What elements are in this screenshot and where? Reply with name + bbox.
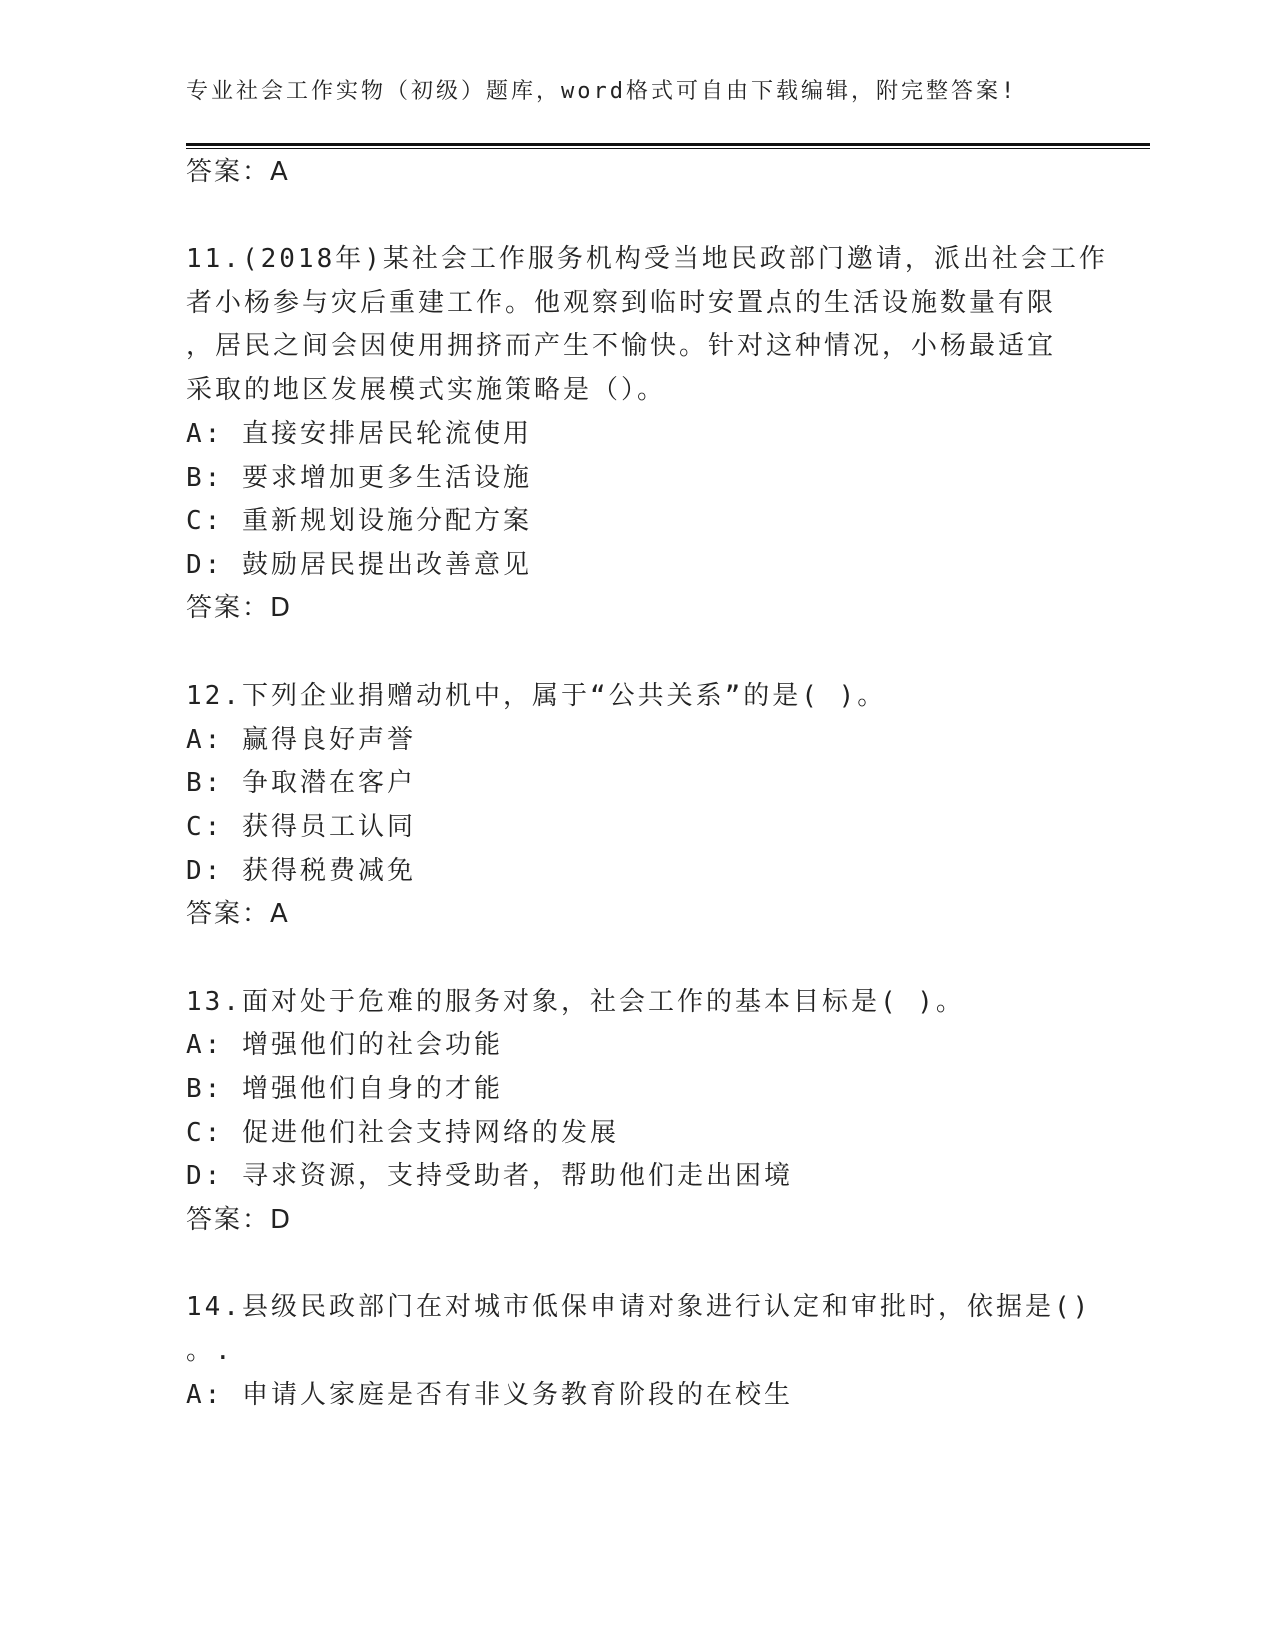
question-text: ，居民之间会因使用拥挤而产生不愉快。针对这种情况，小杨最适宜 [186, 331, 1057, 361]
question-text: 。. [186, 1336, 234, 1366]
option-c: C: 重新规划设施分配方案 [186, 506, 532, 536]
answer-line: 答案：A [186, 157, 290, 187]
question-text: 采取的地区发展模式实施策略是（）。 [186, 375, 667, 405]
option-d: D: 获得税费减免 [186, 856, 416, 886]
option-b: B: 要求增加更多生活设施 [186, 463, 532, 493]
page-header: 专业社会工作实物（初级）题库，word格式可自由下载编辑，附完整答案! [186, 79, 1018, 104]
option-b: B: 争取潜在客户 [186, 768, 416, 798]
option-a: A: 赢得良好声誉 [186, 725, 416, 755]
option-c: C: 获得员工认同 [186, 812, 416, 842]
header-divider [186, 143, 1150, 149]
question-text: 11.(2018年)某社会工作服务机构受当地民政部门邀请，派出社会工作 [186, 244, 1108, 274]
answer-line: 答案：D [186, 1205, 293, 1235]
option-c: C: 促进他们社会支持网络的发展 [186, 1118, 619, 1148]
option-d: D: 鼓励居民提出改善意见 [186, 550, 532, 580]
question-text: 12.下列企业捐赠动机中，属于“公共关系”的是( )。 [186, 681, 887, 711]
option-a: A: 增强他们的社会功能 [186, 1030, 503, 1060]
option-d: D: 寻求资源，支持受助者，帮助他们走出困境 [186, 1161, 793, 1191]
question-text: 者小杨参与灾后重建工作。他观察到临时安置点的生活设施数量有限 [186, 288, 1057, 318]
question-text: 13.面对处于危难的服务对象，社会工作的基本目标是( )。 [186, 987, 965, 1017]
answer-line: 答案：D [186, 593, 293, 623]
option-a: A: 直接安排居民轮流使用 [186, 419, 532, 449]
option-a: A: 申请人家庭是否有非义务教育阶段的在校生 [186, 1380, 793, 1410]
answer-line: 答案：A [186, 899, 290, 929]
option-b: B: 增强他们自身的才能 [186, 1074, 503, 1104]
question-text: 14.县级民政部门在对城市低保申请对象进行认定和审批时，依据是() [186, 1292, 1092, 1322]
